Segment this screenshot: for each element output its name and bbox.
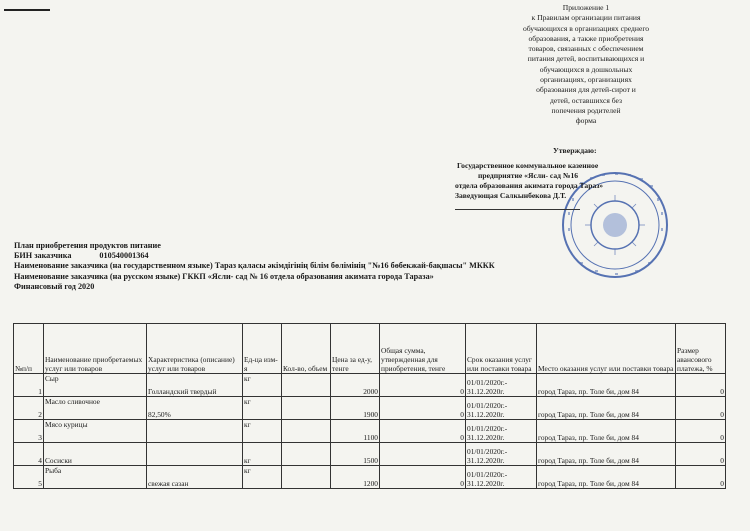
header-price: Цена за ед-у, тенге — [331, 324, 380, 374]
plan-title: План приобретения продуктов питание — [14, 241, 161, 250]
table-header-row — [14, 324, 726, 374]
bin-label: БИН заказчика — [14, 251, 72, 261]
approval-line: отдела образования акимата города Тараз» — [455, 181, 604, 190]
row-name: Рыба — [44, 466, 147, 489]
appendix-line: питания детей, воспитывающихся и — [527, 54, 645, 64]
row-qty — [282, 420, 331, 443]
row-qty — [282, 466, 331, 489]
row-place: город Тараз, пр. Толе би, дом 84 — [537, 374, 676, 397]
appendix-line: Приложение 1 — [562, 3, 610, 12]
row-desc: свежая сазан — [147, 466, 243, 489]
header-period: Срок оказания услуг или поставки товара — [466, 324, 537, 374]
appendix-line: форма — [575, 116, 597, 126]
row-name: Масло сливочное — [44, 397, 147, 420]
row-total: 0 — [380, 466, 466, 489]
row-advance: 0 — [676, 420, 726, 443]
row-advance: 0 — [676, 443, 726, 466]
table-row — [14, 466, 726, 489]
row-period: 01/01/2020г.- 31.12.2020г. — [466, 466, 537, 489]
row-unit: кг — [243, 374, 282, 397]
plan-info — [14, 241, 495, 292]
bin-value: 010540001364 — [99, 251, 149, 261]
row-period: 01/01/2020г.- 31.12.2020г. — [466, 443, 537, 466]
appendix-line: попечения родителей — [551, 105, 621, 115]
appendix-line: обучающихся в организациях среднего — [522, 23, 650, 33]
table-row — [14, 397, 726, 420]
header-place: Место оказания услуг или поставки товара — [537, 324, 676, 374]
approval-heading: Утверждаю: — [553, 146, 597, 155]
row-place: город Тараз, пр. Толе би, дом 84 — [537, 466, 676, 489]
row-qty — [282, 443, 331, 466]
row-num: 5 — [14, 466, 44, 489]
row-place: город Тараз, пр. Толе би, дом 84 — [537, 420, 676, 443]
bin-row — [14, 251, 495, 261]
row-unit: кг — [243, 397, 282, 420]
approval-line: Государственное коммунальное казенное — [457, 161, 599, 170]
row-total: 0 — [380, 374, 466, 397]
row-total: 0 — [380, 420, 466, 443]
customer-name-ru: Наименование заказчика (на русском языке) ГККП «Ясли- сад № 16 отдела образования акимата города Тараза» — [14, 271, 434, 281]
header-advance: Размер авансового платежа, % — [676, 324, 726, 374]
row-desc: 82,50% — [147, 397, 243, 420]
row-price: 1200 — [331, 466, 380, 489]
appendix-line: организациях, организациях — [540, 75, 632, 85]
row-num: 3 — [14, 420, 44, 443]
signature-line — [455, 209, 580, 210]
row-place: город Тараз, пр. Толе би, дом 84 — [537, 397, 676, 420]
header-desc: Характеристика (описание) услуг или товаров — [147, 324, 243, 374]
table-row — [14, 374, 726, 397]
header-total: Общая сумма, утвержденная для приобретения, тенге — [380, 324, 466, 374]
appendix-line: детей, оставшихся без — [550, 95, 622, 105]
header-unit: Ед-ца изм-я — [243, 324, 282, 374]
row-period: 01/01/2020г.- 31.12.2020г. — [466, 397, 537, 420]
row-total: 0 — [380, 397, 466, 420]
row-unit: кг — [243, 420, 282, 443]
appendix-note — [496, 3, 676, 127]
appendix-line: образования, а также приобретения — [528, 33, 644, 43]
header-qty: Кол-во, объем — [282, 324, 331, 374]
row-desc — [147, 443, 243, 466]
table-row — [14, 443, 726, 466]
procurement-table — [13, 323, 726, 489]
row-advance: 0 — [676, 466, 726, 489]
row-price: 1100 — [331, 420, 380, 443]
scan-artifact-line — [4, 9, 50, 11]
row-name: Сыр — [44, 374, 147, 397]
row-advance: 0 — [676, 374, 726, 397]
row-unit: кг — [243, 443, 282, 466]
row-qty — [282, 397, 331, 420]
row-desc — [147, 420, 243, 443]
row-advance: 0 — [676, 397, 726, 420]
row-period: 01/01/2020г.- 31.12.2020г. — [466, 420, 537, 443]
row-price: 2000 — [331, 374, 380, 397]
approval-block — [455, 161, 675, 201]
row-total — [380, 443, 466, 466]
row-price: 1900 — [331, 397, 380, 420]
row-name: Мясо курицы — [44, 420, 147, 443]
header-num: №п/п — [14, 324, 44, 374]
row-place: город Тараз, пр. Толе би, дом 84 — [537, 443, 676, 466]
row-qty — [282, 374, 331, 397]
row-num: 2 — [14, 397, 44, 420]
row-period: 01/01/2020г.- 31.12.2020г. — [466, 374, 537, 397]
fiscal-year: Финансовый год 2020 — [14, 281, 95, 291]
header-name: Наименование приобретаемых услуг или товаров — [44, 324, 147, 374]
appendix-line: образования для детей-сирот и — [536, 85, 636, 95]
row-price: 1500 — [331, 443, 380, 466]
row-name: Сосиски — [44, 443, 147, 466]
approval-signatory: Заведующая Салкынбекова Д.Т. — [455, 191, 567, 200]
row-desc: Голландский твердый — [147, 374, 243, 397]
row-unit: кг — [243, 466, 282, 489]
row-num: 4 — [14, 443, 44, 466]
appendix-line: обучающихся в дошкольных — [539, 64, 633, 74]
table-row — [14, 420, 726, 443]
approval-line: предприятие «Ясли- сад №16 — [478, 171, 579, 180]
appendix-line: товаров, связанных с обеспечением — [528, 44, 644, 54]
row-num: 1 — [14, 374, 44, 397]
appendix-line: к Правилам организации питания — [531, 13, 641, 23]
customer-name-kz: Наименование заказчика (на государственном языке) Тараз қаласы әкімдігінің білім бөлімінің "№16 бөбекжай-бақшасы" МККК — [14, 261, 495, 271]
